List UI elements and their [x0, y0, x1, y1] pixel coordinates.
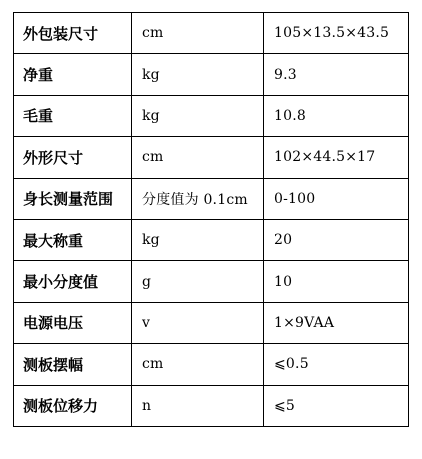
table-row [14, 137, 409, 178]
param-unit: kg [132, 219, 264, 260]
param-unit: g [132, 261, 264, 302]
table-row [14, 178, 409, 219]
table-row [14, 13, 409, 54]
param-value: 1×9VAA [264, 302, 409, 343]
param-value: 20 [264, 219, 409, 260]
param-unit: cm [132, 137, 264, 178]
param-name: 身长测量范围 [14, 178, 132, 219]
param-value: 10 [264, 261, 409, 302]
param-unit: n [132, 385, 264, 426]
param-name: 测板摆幅 [14, 344, 132, 385]
table-row [14, 344, 409, 385]
param-name: 最大称重 [14, 219, 132, 260]
param-value: 105×13.5×43.5 [264, 13, 409, 54]
param-value: 9.3 [264, 54, 409, 95]
param-name: 外包装尺寸 [14, 13, 132, 54]
param-name: 外形尺寸 [14, 137, 132, 178]
table-row [14, 219, 409, 260]
param-value: 10.8 [264, 95, 409, 136]
param-value: 102×44.5×17 [264, 137, 409, 178]
table-row [14, 261, 409, 302]
spec-table [13, 12, 409, 427]
param-name: 电源电压 [14, 302, 132, 343]
table-row [14, 54, 409, 95]
param-value: ⩽5 [264, 385, 409, 426]
param-unit: kg [132, 54, 264, 95]
param-name: 净重 [14, 54, 132, 95]
param-unit: cm [132, 13, 264, 54]
param-unit: kg [132, 95, 264, 136]
param-unit: 分度值为 0.1cm [132, 178, 264, 219]
param-unit: cm [132, 344, 264, 385]
param-name: 毛重 [14, 95, 132, 136]
param-name: 测板位移力 [14, 385, 132, 426]
table-row [14, 302, 409, 343]
param-value: 0-100 [264, 178, 409, 219]
table-row [14, 95, 409, 136]
param-value: ⩽0.5 [264, 344, 409, 385]
table-row [14, 385, 409, 426]
param-name: 最小分度值 [14, 261, 132, 302]
param-unit: v [132, 302, 264, 343]
